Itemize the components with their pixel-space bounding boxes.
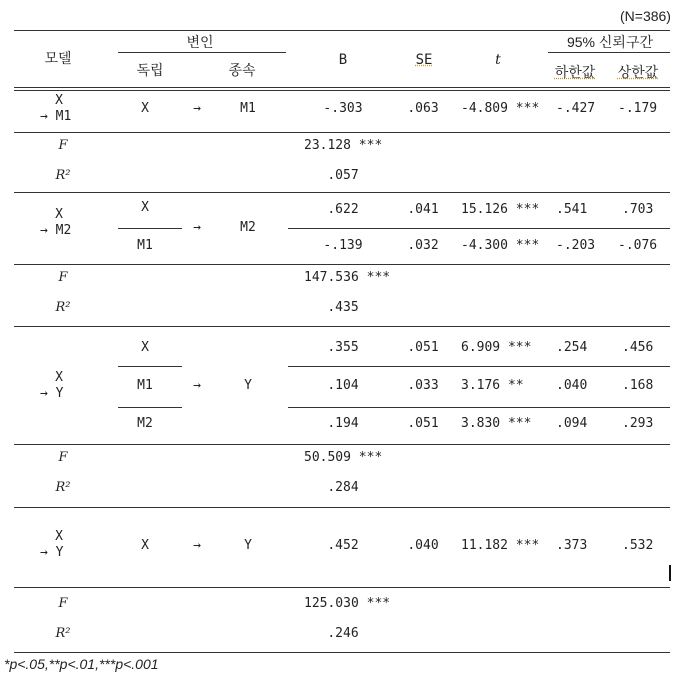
model3-dv: Y xyxy=(244,378,252,393)
model3-r2: .284 xyxy=(327,480,359,495)
model2-r2-label: R² xyxy=(55,300,71,315)
model3-lower-2: .040 xyxy=(556,378,588,393)
model2-f-label: F xyxy=(58,270,68,285)
model3-t-1: 6.909 *** xyxy=(461,340,532,355)
model2-label-top: X xyxy=(55,207,63,222)
model2-bottom-border xyxy=(14,326,670,327)
model3-upper-3: .293 xyxy=(622,416,654,431)
model3-iv-2: M1 xyxy=(137,378,153,393)
model3-upper-2: .168 xyxy=(622,378,654,393)
table-top-border xyxy=(14,30,670,31)
model3-row-divider-2 xyxy=(288,407,670,408)
header-lower: 하한값 xyxy=(554,64,596,80)
model4-label-bottom: → Y xyxy=(40,545,64,560)
model1-r2-label: R² xyxy=(55,168,71,183)
model3-label-top: X xyxy=(55,370,63,385)
header-upper: 상한값 xyxy=(617,64,659,80)
model4-r2-label: R² xyxy=(55,626,71,641)
model3-label-bottom: → Y xyxy=(40,386,64,401)
model1-se: .063 xyxy=(407,101,439,116)
model4-dv: Y xyxy=(244,538,252,553)
significance-footnote: *p<.05,**p<.01,***p<.001 xyxy=(4,656,159,672)
sample-size-label: (N=386) xyxy=(620,8,671,24)
model4-se: .040 xyxy=(407,538,439,553)
model2-arrow: → xyxy=(193,220,201,235)
model3-b-3: .194 xyxy=(327,416,359,431)
model2-b-2: -.139 xyxy=(323,238,363,253)
model4-lower: .373 xyxy=(556,538,588,553)
model3-t-3: 3.830 *** xyxy=(461,416,532,431)
header-ci: 95% 신뢰구간 xyxy=(566,34,653,50)
model1-divider xyxy=(14,132,670,133)
model4-f-label: F xyxy=(58,596,68,611)
model1-r2: .057 xyxy=(327,168,359,183)
header-se: SE xyxy=(415,52,433,68)
header-b: B xyxy=(338,52,348,68)
model3-r2-label: R² xyxy=(55,480,71,495)
model1-label-top: X xyxy=(55,93,63,108)
model2-b-1: .622 xyxy=(327,202,359,217)
model3-se-3: .051 xyxy=(407,416,439,431)
model2-se-1: .041 xyxy=(407,202,439,217)
model2-divider xyxy=(14,264,670,265)
model2-t-1: 15.126 *** xyxy=(461,202,540,217)
header-bottom-border xyxy=(14,87,670,88)
model3-iv-1: X xyxy=(141,340,149,355)
model1-f-label: F xyxy=(58,138,68,153)
model2-f: 147.536 *** xyxy=(304,270,391,285)
model2-upper-1: .703 xyxy=(622,202,654,217)
model1-b: -.303 xyxy=(323,101,363,116)
model4-b: .452 xyxy=(327,538,359,553)
model2-dv: M2 xyxy=(240,220,256,235)
header-dependent: 종속 xyxy=(228,62,256,78)
header-ci-underline xyxy=(548,52,670,53)
model4-label-top: X xyxy=(55,529,63,544)
model3-b-2: .104 xyxy=(327,378,359,393)
model1-upper: -.179 xyxy=(618,101,658,116)
model1-iv: X xyxy=(141,101,149,116)
header-bottom-border-2 xyxy=(14,90,670,91)
model4-arrow: → xyxy=(193,538,201,553)
model3-f-label: F xyxy=(58,450,68,465)
text-cursor xyxy=(669,565,671,581)
model1-t: -4.809 *** xyxy=(461,101,540,116)
model2-lower-1: .541 xyxy=(556,202,588,217)
model2-t-2: -4.300 *** xyxy=(461,238,540,253)
model3-iv-divider-1 xyxy=(118,366,182,367)
model3-b-1: .355 xyxy=(327,340,359,355)
model4-upper: .532 xyxy=(622,538,654,553)
model1-lower: -.427 xyxy=(556,101,596,116)
model3-lower-1: .254 xyxy=(556,340,588,355)
model4-r2: .246 xyxy=(327,626,359,641)
model3-f: 50.509 *** xyxy=(304,450,383,465)
model2-iv-1: X xyxy=(141,200,149,215)
model1-label-bottom: → M1 xyxy=(40,109,72,124)
model4-t: 11.182 *** xyxy=(461,538,540,553)
table-bottom-border xyxy=(14,652,670,653)
header-model: 모델 xyxy=(44,50,72,66)
model3-se-2: .033 xyxy=(407,378,439,393)
model3-row-divider-1 xyxy=(288,366,670,367)
model2-row-divider xyxy=(288,228,670,229)
model3-divider xyxy=(14,444,670,445)
model2-se-2: .032 xyxy=(407,238,439,253)
model3-t-2: 3.176 ** xyxy=(461,378,524,393)
model2-iv-2: M1 xyxy=(137,238,153,253)
model3-iv-divider-2 xyxy=(118,407,182,408)
model2-upper-2: -.076 xyxy=(618,238,658,253)
model3-upper-1: .456 xyxy=(622,340,654,355)
model3-arrow: → xyxy=(193,378,201,393)
model3-lower-3: .094 xyxy=(556,416,588,431)
model2-label-bottom: → M2 xyxy=(40,223,72,238)
model2-iv-divider xyxy=(118,228,182,229)
model4-divider xyxy=(14,587,670,588)
model2-lower-2: -.203 xyxy=(556,238,596,253)
model3-se-1: .051 xyxy=(407,340,439,355)
model1-arrow: → xyxy=(193,101,201,116)
model1-dv: M1 xyxy=(240,101,256,116)
header-variable: 변인 xyxy=(186,34,214,50)
model3-iv-3: M2 xyxy=(137,416,153,431)
model3-bottom-border xyxy=(14,507,670,508)
header-t: t xyxy=(495,52,501,68)
model1-bottom-border xyxy=(14,192,670,193)
header-variable-underline xyxy=(118,52,286,53)
header-independent: 독립 xyxy=(136,62,164,78)
model2-r2: .435 xyxy=(327,300,359,315)
model1-f: 23.128 *** xyxy=(304,138,383,153)
model4-iv: X xyxy=(141,538,149,553)
model4-f: 125.030 *** xyxy=(304,596,391,611)
